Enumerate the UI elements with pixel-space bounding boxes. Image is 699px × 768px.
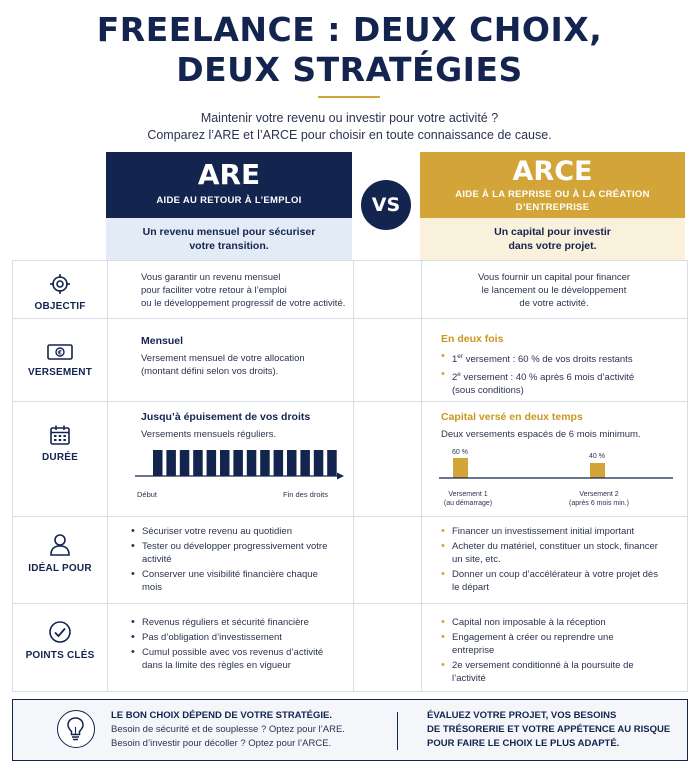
person-icon — [49, 533, 71, 557]
monthly-payment-bar — [247, 450, 256, 476]
title-line-1: FREELANCE : DEUX CHOIX, — [96, 10, 603, 49]
monthly-payment-bar — [153, 450, 163, 476]
duree-arce-title: Capital versé en deux temps — [441, 411, 583, 423]
installment-2-label — [559, 490, 639, 508]
monthly-payment-bar — [166, 450, 176, 476]
objectif-are-line: Vous garantir un revenu mensuel — [141, 272, 281, 283]
list-item-number: 1 — [452, 354, 458, 365]
objectif-label: OBJECTIF — [34, 301, 86, 312]
calendar-icon — [49, 424, 71, 446]
are-tagline-line-2: votre transition. — [189, 240, 269, 252]
subtitle-line-1: Maintenir votre revenu ou investir pour votre activité ? — [200, 111, 499, 125]
list-item: • Revenus réguliers et sécurité financière — [131, 616, 341, 629]
arce-tagline-line-2: dans votre projet. — [508, 240, 597, 252]
list-item: • Engagement à créer ou reprendre une entreprise — [441, 631, 651, 657]
arce-full-name-1: AIDE À LA REPRISE OU À LA CRÉATION — [455, 189, 650, 200]
duree-are-text — [141, 411, 381, 441]
installment-2-value: 40 % — [589, 453, 605, 460]
banknote-icon — [47, 343, 73, 361]
two-installments-chart — [433, 446, 687, 492]
list-item: • Donner un coup d’accélérateur à votre projet dès le départ — [441, 568, 661, 594]
objectif-arce-line: Vous fournir un capital pour financer — [477, 272, 631, 283]
are-name: ARE — [197, 158, 261, 191]
list-item: • 2e versement conditionné à la poursuite de l’activité — [441, 659, 651, 685]
objectif-label-cell — [13, 273, 107, 312]
duree-arce-text — [441, 411, 695, 441]
row-versement — [13, 319, 687, 402]
installment-1-value: 60 % — [452, 449, 468, 456]
are-full-name: AIDE AU RETOUR À L’EMPLOI — [156, 195, 302, 206]
monthly-payment-bar — [220, 450, 230, 476]
list-item-text: (sous conditions) — [452, 385, 524, 396]
monthly-payments-chart — [133, 446, 348, 490]
versement-label: VERSEMENT — [27, 367, 93, 378]
points-label-cell — [13, 620, 107, 661]
arce-header — [420, 152, 685, 218]
objectif-are-line: ou le développement progressif de votre activité. — [141, 298, 346, 309]
footer-right-line: DE TRÉSORERIE ET VOTRE APPÉTENCE AU RISQUE — [427, 724, 671, 735]
list-item: • Acheter du matériel, constituer un stock, financer un site, etc. — [441, 540, 661, 566]
versement-arce-text — [441, 333, 695, 399]
monthly-payment-bar — [287, 450, 297, 476]
list-item: • Financer un investissement initial important — [441, 525, 661, 538]
list-item: • Conserver une visibilité financière chaque mois — [131, 568, 331, 594]
ideal-are-list — [131, 525, 331, 594]
installment-2-bar — [590, 463, 605, 478]
arce-tagline — [420, 218, 685, 260]
duree-are-subtitle: Versements mensuels réguliers. — [141, 429, 277, 440]
ideal-are-text — [131, 525, 331, 596]
objectif-arce-line: de votre activité. — [519, 298, 589, 309]
points-are-list — [131, 616, 341, 672]
versement-arce-list — [441, 350, 695, 397]
objectif-are-line: pour faciliter votre retour à l’emploi — [141, 285, 287, 296]
list-item-suffix: er — [457, 353, 464, 360]
list-item: • Pas d’obligation d’investissement — [131, 631, 341, 644]
monthly-payment-bar — [327, 450, 337, 476]
monthly-payment-bar — [300, 450, 310, 476]
monthly-payment-bar — [207, 450, 217, 476]
versement-are-text — [141, 335, 381, 378]
duree-label-cell — [13, 424, 107, 463]
timeline-arrow — [337, 473, 344, 480]
footer-divider — [397, 712, 398, 750]
list-item-suffix: e — [457, 371, 461, 378]
installment-1-label — [433, 490, 503, 508]
title-divider — [318, 96, 380, 98]
row-ideal — [13, 517, 687, 604]
comparison-table — [12, 260, 688, 692]
subtitle — [0, 110, 699, 144]
points-arce-text — [441, 616, 651, 687]
list-item-number: 2 — [452, 372, 458, 383]
duree-arce-subtitle: Deux versements espacés de 6 mois minimum. — [441, 429, 641, 440]
footer-callout — [12, 699, 688, 761]
monthly-payment-bar — [260, 450, 270, 476]
footer-heading: LE BON CHOIX DÉPEND DE VOTRE STRATÉGIE. — [111, 710, 332, 721]
footer-right-text — [427, 709, 677, 751]
row-objectif — [13, 261, 687, 319]
ideal-label-cell — [13, 533, 107, 574]
vs-badge: VS — [361, 180, 411, 230]
list-item: • Capital non imposable à la réception — [441, 616, 651, 629]
objectif-arce-text — [421, 271, 687, 310]
duree-are-title: Jusqu’à épuisement de vos droits — [141, 411, 311, 423]
list-item: • Tester ou développer progressivement votre activité — [131, 540, 331, 566]
footer-right-line: ÉVALUEZ VOTRE PROJET, VOS BESOINS — [427, 710, 617, 721]
are-header — [106, 152, 352, 218]
check-circle-icon — [48, 620, 72, 644]
points-are-text — [131, 616, 341, 674]
arce-full-name-2: D’ENTREPRISE — [515, 202, 590, 213]
monthly-payment-bar — [314, 450, 324, 476]
installment-2-label-line: (après 6 mois min.) — [569, 500, 629, 507]
arce-tagline-line-1: Un capital pour investir — [494, 226, 611, 238]
objectif-are-text — [141, 271, 381, 310]
monthly-payment-bar — [274, 450, 284, 476]
installment-1-label-line: Versement 1 — [448, 491, 488, 498]
footer-left-text — [111, 709, 381, 751]
footer-line: Besoin d’investir pour décoller ? Optez pour l’ARCE. — [111, 738, 332, 749]
title-line-2: DEUX STRATÉGIES — [176, 50, 523, 89]
timeline-end-label: Fin des droits — [283, 490, 329, 499]
row-duree — [13, 402, 687, 517]
ideal-arce-list — [441, 525, 661, 594]
list-item: • Cumul possible avec vos revenus d’activité dans la limite des règles en vigueur — [131, 646, 341, 672]
are-tagline-line-1: Un revenu mensuel pour sécuriser — [142, 226, 316, 238]
timeline-start-label: Début — [137, 490, 158, 499]
installment-1-bar — [453, 458, 468, 478]
footer-right-line: POUR FAIRE LE CHOIX LE PLUS ADAPTÉ. — [427, 738, 620, 749]
versement-are-line: (montant défini selon vos droits). — [141, 366, 279, 377]
versement-label-cell — [13, 343, 107, 378]
monthly-payment-bar — [233, 450, 243, 476]
list-item — [441, 368, 695, 397]
page-title — [0, 10, 699, 90]
list-item: • Sécuriser votre revenu au quotidien — [131, 525, 331, 538]
svg-text:€: € — [57, 349, 63, 357]
monthly-payment-bar — [193, 450, 203, 476]
lightbulb-icon-wrapper — [57, 710, 95, 748]
points-arce-list — [441, 616, 651, 685]
footer-line: Besoin de sécurité et de souplesse ? Optez pour l’ARE. — [111, 724, 345, 735]
objectif-arce-line: le lancement ou le développement — [481, 285, 627, 296]
row-points — [13, 604, 687, 691]
duree-label: DURÉE — [41, 452, 78, 463]
target-icon — [49, 273, 71, 295]
installment-1-label-line: (au démarrage) — [443, 500, 493, 507]
monthly-payment-bar — [180, 450, 190, 476]
subtitle-line-2: Comparez l’ARE et l’ARCE pour choisir en toute connaissance de cause. — [147, 128, 552, 142]
versement-are-title: Mensuel — [141, 335, 184, 347]
lightbulb-icon — [58, 711, 93, 746]
list-item-text: versement : 40 % après 6 mois d’activité — [460, 372, 635, 383]
list-item — [441, 350, 695, 366]
list-item-text: versement : 60 % de vos droits restants — [463, 354, 633, 365]
versement-are-line: Versement mensuel de votre allocation — [141, 353, 305, 364]
ideal-arce-text — [441, 525, 661, 596]
arce-name: ARCE — [512, 156, 593, 187]
ideal-label: IDÉAL POUR — [28, 563, 92, 574]
points-label: POINTS CLÉS — [25, 650, 95, 661]
are-tagline — [106, 218, 352, 260]
installment-2-label-line: Versement 2 — [579, 491, 619, 498]
versement-arce-title: En deux fois — [441, 333, 504, 345]
